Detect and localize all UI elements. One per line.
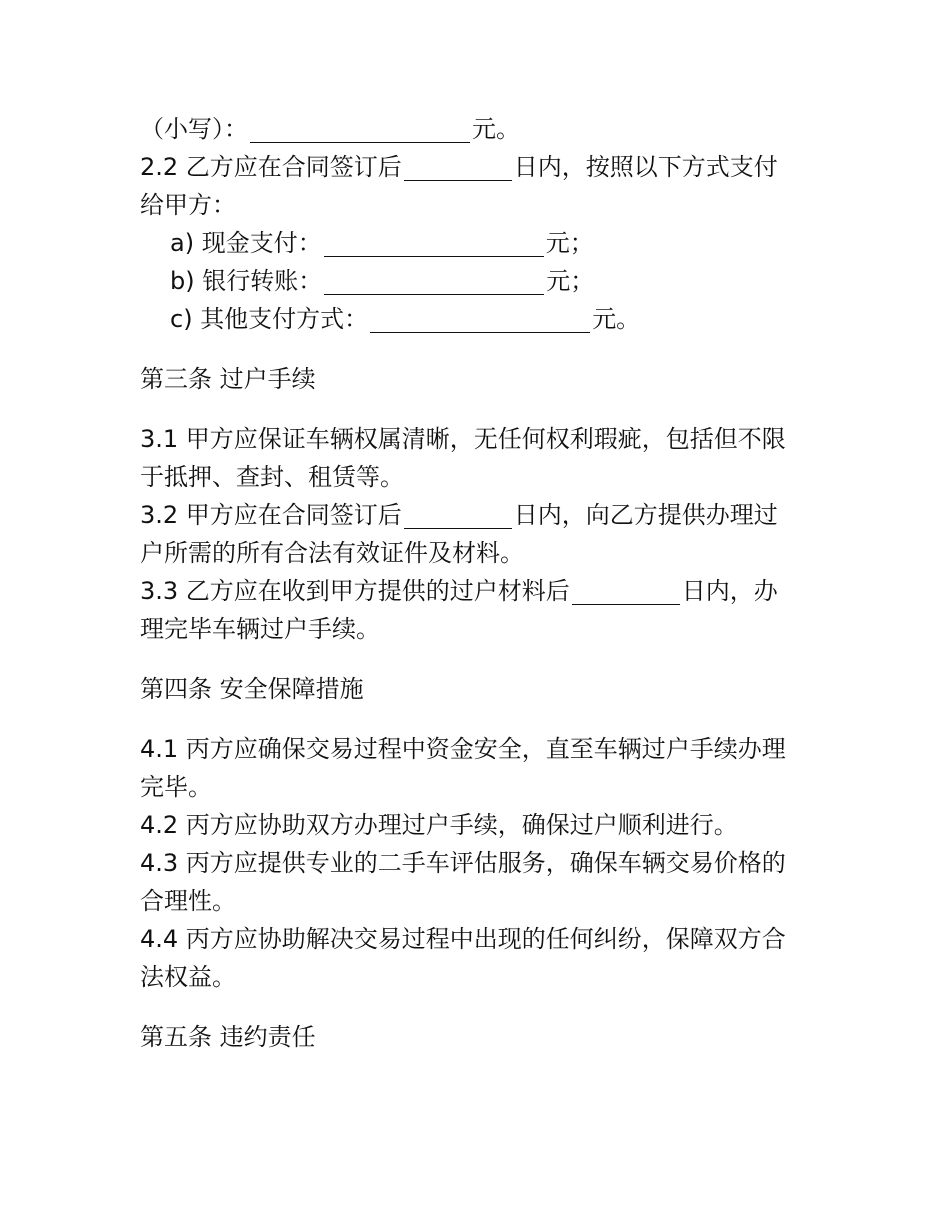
clause-3-3-days-blank	[572, 578, 680, 605]
amount-lowercase-label: （小写）：	[140, 115, 248, 143]
article-5-title: 第五条 违约责任	[140, 1023, 316, 1051]
clause-3-2-line-1	[140, 496, 820, 534]
clause-4-2-line-1: 4.2 丙方应协助双方办理过户手续，确保过户顺利进行。	[140, 811, 738, 839]
clause-3-3-text-b: 日内，办	[681, 577, 778, 605]
clause-2-2-days-blank	[404, 154, 512, 181]
article-3-title: 第三条 过户手续	[140, 365, 316, 393]
payment-option-bank	[140, 262, 820, 300]
clause-3-1-line-1: 3.1 甲方应保证车辆权属清晰，无任何权利瑕疵，包括但不限	[140, 425, 786, 453]
payment-option-cash-unit: 元；	[545, 229, 594, 257]
payment-option-cash-blank	[324, 230, 544, 257]
clause-3-1-line-2: 于抵押、查封、租赁等。	[140, 463, 404, 491]
clause-3-3-line-2: 理完毕车辆过户手续。	[140, 615, 380, 643]
article-4-title: 第四条 安全保障措施	[140, 675, 364, 703]
payment-option-cash-label: a) 现金支付：	[170, 229, 322, 257]
clause-3-2-days-blank	[404, 502, 512, 529]
payment-option-other-label: c) 其他支付方式：	[170, 305, 369, 333]
payment-option-other-blank	[370, 306, 590, 333]
payment-option-other-unit: 元。	[592, 305, 641, 333]
clause-3-2-text-b: 日内，向乙方提供办理过	[513, 501, 778, 529]
payment-option-bank-blank	[324, 268, 544, 295]
payment-option-other	[140, 300, 820, 338]
payment-option-bank-unit: 元；	[546, 267, 595, 295]
clause-3-3-text-a: 3.3 乙方应在收到甲方提供的过户材料后	[140, 577, 570, 605]
amount-lowercase-unit: 元。	[472, 115, 520, 143]
clause-2-2-text-b: 日内，按照以下方式支付	[513, 153, 778, 181]
contract-page	[140, 110, 820, 1078]
clause-3-2-line-2: 户所需的所有合法有效证件及材料。	[140, 539, 524, 567]
payment-option-cash	[140, 224, 820, 262]
clause-4-3-line-1: 4.3 丙方应提供专业的二手车评估服务，确保车辆交易价格的	[140, 849, 786, 877]
clause-4-4-line-1: 4.4 丙方应协助解决交易过程中出现的任何纠纷，保障双方合	[140, 925, 786, 953]
clause-2-2-line-1	[140, 148, 820, 186]
clause-3-2-text-a: 3.2 甲方应在合同签订后	[140, 501, 402, 529]
clause-4-3-line-2: 合理性。	[140, 887, 236, 915]
clause-4-4-line-2: 法权益。	[140, 963, 236, 991]
clause-2-2-line-2	[140, 186, 820, 224]
payment-option-bank-label: b) 银行转账：	[170, 267, 323, 295]
amount-lowercase-line	[140, 110, 820, 148]
amount-lowercase-blank	[250, 116, 470, 143]
clause-4-1-line-2: 完毕。	[140, 773, 212, 801]
clause-2-2-text-a: 2.2 乙方应在合同签订后	[140, 153, 402, 181]
clause-4-1-line-1: 4.1 丙方应确保交易过程中资金安全，直至车辆过户手续办理	[140, 735, 786, 763]
clause-2-2-text-c: 给甲方：	[140, 191, 236, 219]
clause-3-3-line-1	[140, 572, 820, 610]
